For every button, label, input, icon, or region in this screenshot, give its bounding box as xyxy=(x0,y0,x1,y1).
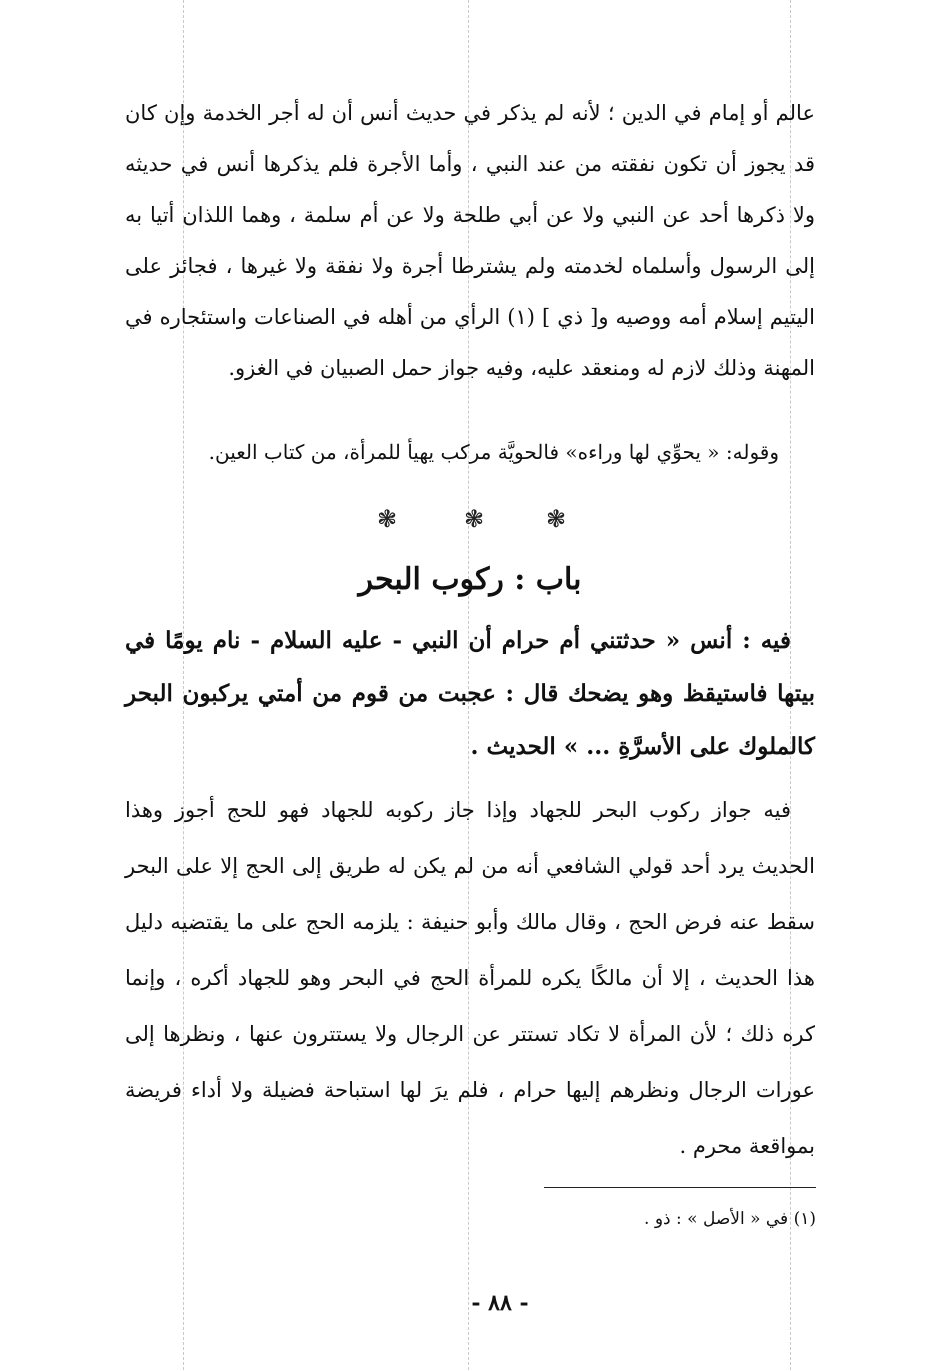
hadith-text: فيه : أنس « حدثتني أم حرام أن النبي - عليه السلام - نام يومًا في بيتها فاستيقظ وهو يضحك قال : عجبت من قوم من أمتي يركبون البحر كالملوك على الأسرَّةِ ... » الحديث . xyxy=(125,627,815,760)
body-paragraph-2: وقوله: « يحوِّي لها وراءه» فالحويَّة مركب يهيأ للمرأة، من كتاب العين. xyxy=(208,440,779,464)
commentary-paragraph: فيه جواز ركوب البحر للجهاد وإذا جاز ركوبه للجهاد فهو للحج أجوز وهذا الحديث يرد أحد قولي الشافعي أنه من لم يكن له طريق إلى الحج إلا على البحر سقط عنه فرض الحج ، وقال مالك وأبو حنيفة : يلزمه الحج على ما يقتضيه دليل هذا الحديث ، إلا أن مالكًا يكره للمرأة الحج في البحر وهو للجهاد أكره ، وإنما كره ذلك ؛ لأن المرأة لا تكاد تستتر عن الرجال ولا يستترون عنها ، ونظرها إلى عورات الرجال ونظرهم إليها حرام ، فلم يرَ لها استباحة فضيلة ولا أداء فريضة بمواقعة محرم . xyxy=(125,798,815,1158)
asterism-ornament-icon: ❃ xyxy=(377,505,398,533)
body-paragraph-1: عالم أو إمام في الدين ؛ لأنه لم يذكر في حديث أنس أن له أجر الخدمة وإن كان قد يجوز أن تكون نفقته من عند النبي ، وأما الأجرة فلم يذكرها أنس في حديثه ولا ذكرها أحد عن النبي ولا عن أبي طلحة ولا عن أم سلمة ، وهما اللذان أتيا به إلى الرسول وأسلماه لخدمته ولم يشترطا أجرة ولا نفقة ولا غيرها ، فجائز على اليتيم إسلام أمه ووصيه و[ ذي ] (١) الرأي من أهله في الصناعات واستئجاره في المهنة وذلك لازم له ومنعقد عليه، وفيه جواز حمل الصبيان في الغزو. xyxy=(125,101,816,380)
page-number: - ٨٨ - xyxy=(471,1290,529,1316)
section-divider xyxy=(0,504,944,544)
footnote: (١) في « الأصل » : ذو . xyxy=(644,1209,816,1229)
footnote-divider xyxy=(544,1187,816,1188)
chapter-heading: باب : ركوب البحر xyxy=(358,562,582,597)
asterism-ornament-icon: ❃ xyxy=(546,505,567,533)
asterism-ornament-icon: ❃ xyxy=(464,505,485,533)
